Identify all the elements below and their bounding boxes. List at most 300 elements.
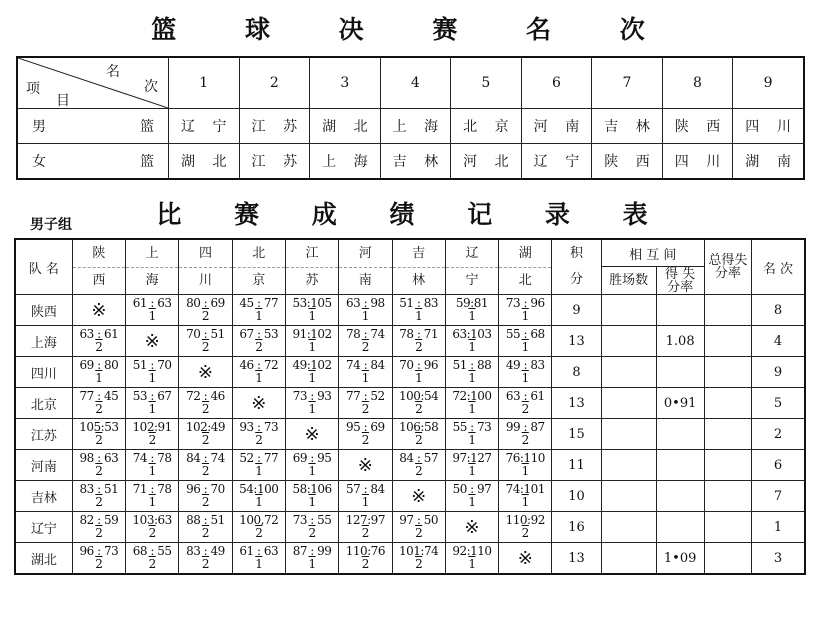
ranking-header-row: [17, 57, 804, 109]
match-points: 1: [255, 557, 263, 571]
row-points: 16: [552, 512, 601, 543]
match-points: 1: [308, 557, 316, 571]
match-score: [73, 390, 125, 416]
score-value: 45 : 77: [239, 296, 279, 310]
score-cell: [445, 450, 498, 481]
match-score: [286, 297, 338, 323]
self-match-mark: ※: [517, 547, 533, 569]
score-cell: [232, 543, 285, 575]
row-total-ratio: [704, 543, 751, 575]
score-cell: [499, 481, 552, 512]
match-score: [286, 359, 338, 385]
match-score: [446, 483, 498, 509]
row-rank: 8: [751, 295, 805, 326]
place-header: 9: [733, 57, 804, 109]
match-points: 1: [148, 309, 156, 323]
row-wins: [601, 388, 656, 419]
match-points: 1: [521, 371, 529, 385]
match-points: 2: [201, 495, 210, 509]
ranking-team-cell: [380, 144, 451, 180]
match-score: [446, 390, 498, 416]
match-points: 1: [308, 371, 316, 385]
row-total-ratio: [704, 512, 751, 543]
team-char: 宁: [565, 154, 580, 170]
opponent-header: [339, 239, 392, 295]
team-char: 京: [494, 119, 509, 135]
opponent-header: [285, 239, 338, 295]
row-ratio: 1.08: [656, 326, 704, 357]
match-score: [179, 421, 231, 447]
score-cell: [179, 512, 232, 543]
row-points: 13: [552, 326, 601, 357]
match-score: [393, 359, 445, 385]
score-value: 59:81: [455, 296, 488, 310]
score-cell: [445, 357, 498, 388]
self-match-mark: ※: [197, 361, 213, 383]
opponent-header-char: 上: [126, 241, 178, 268]
team-name: [381, 151, 451, 171]
opponent-header-char: 川: [198, 272, 212, 288]
row-team-name: 上海: [15, 326, 72, 357]
row-wins: [601, 450, 656, 481]
ranking-row-women: [17, 144, 804, 180]
score-cell: [499, 357, 552, 388]
wins-header: 胜场数: [601, 267, 656, 295]
place-header: 1: [169, 57, 240, 109]
team-char: 宁: [212, 119, 227, 135]
score-cell: [72, 543, 125, 575]
ranking-team-cell: [239, 109, 310, 144]
match-score: [393, 514, 445, 540]
score-cell: [499, 295, 552, 326]
match-points: 2: [415, 433, 423, 447]
score-cell: [72, 326, 125, 357]
match-points: 1: [415, 371, 423, 385]
score-value: 63 : 61: [505, 389, 545, 403]
score-cell: [339, 388, 392, 419]
match-points: 1: [468, 433, 476, 447]
match-score: [73, 359, 125, 385]
score-cell: [339, 419, 392, 450]
row-wins: [601, 419, 656, 450]
score-value: 51 : 70: [132, 358, 172, 372]
header-mu: 目: [56, 93, 70, 109]
score-value: 57 : 84: [345, 482, 385, 496]
match-points: 2: [95, 433, 103, 447]
score-cell: [499, 450, 552, 481]
row-ratio: [656, 481, 704, 512]
ratio-header: [656, 267, 704, 295]
record-row: [15, 388, 805, 419]
record-row: [15, 481, 805, 512]
score-cell: [499, 388, 552, 419]
match-points: 1: [255, 309, 263, 323]
score-value: 46 : 72: [239, 358, 279, 372]
team-name: [240, 151, 310, 171]
score-cell: [392, 543, 445, 575]
score-cell: [339, 357, 392, 388]
opponent-header-char: 京: [252, 272, 266, 288]
score-cell: [232, 388, 285, 419]
match-score: [179, 514, 231, 540]
score-value: 53 : 67: [132, 389, 172, 403]
score-cell: [179, 543, 232, 575]
points-header-char: 积: [570, 246, 584, 261]
points-header: [552, 239, 601, 295]
match-score: [339, 514, 391, 540]
score-cell: [339, 543, 392, 575]
match-points: 2: [361, 433, 369, 447]
match-score: [126, 545, 178, 571]
match-score: [233, 452, 285, 478]
match-score: [233, 545, 285, 571]
row-team-name: 吉林: [15, 481, 72, 512]
match-score: [179, 328, 231, 354]
row-total-ratio: [704, 326, 751, 357]
ranking-corner-header: [17, 57, 169, 109]
score-value: 68 : 55: [132, 544, 172, 558]
score-value: 77 : 45: [79, 389, 119, 403]
match-score: [233, 421, 285, 447]
score-value: 84 : 57: [399, 451, 438, 465]
row-ratio: [656, 419, 704, 450]
match-points: 1: [468, 495, 476, 509]
match-points: 1: [361, 495, 369, 509]
match-points: 1: [308, 464, 316, 478]
match-score: [339, 359, 391, 385]
match-points: 2: [255, 340, 263, 354]
score-value: 95 : 69: [345, 420, 385, 434]
team-name: [169, 116, 239, 136]
score-value: 51 : 83: [399, 296, 438, 310]
score-value: 83 : 49: [186, 544, 225, 558]
team-name: [663, 116, 733, 136]
match-points: 2: [415, 402, 423, 416]
match-score: [179, 452, 231, 478]
score-value: 71 : 78: [132, 482, 172, 496]
score-cell: [445, 388, 498, 419]
row-ratio: [656, 512, 704, 543]
match-points: 1: [521, 495, 529, 509]
row-rank: 9: [751, 357, 805, 388]
opponent-header: [499, 239, 552, 295]
score-cell: [179, 481, 232, 512]
team-char: 江: [251, 119, 266, 135]
team-char: 四: [674, 154, 689, 170]
opponent-header-char: 北: [518, 272, 532, 288]
score-cell: [285, 481, 338, 512]
self-match-mark: ※: [357, 454, 373, 476]
score-cell: [232, 481, 285, 512]
score-value: 102:91: [132, 420, 172, 434]
score-value: 83 : 51: [79, 482, 119, 496]
row-points: 15: [552, 419, 601, 450]
score-cell: [392, 419, 445, 450]
score-value: 72:100: [452, 389, 492, 403]
row-ratio: 1•09: [656, 543, 704, 575]
score-cell: [445, 295, 498, 326]
match-points: 1: [308, 309, 316, 323]
score-cell: [392, 357, 445, 388]
opponent-header: [126, 239, 179, 295]
score-value: 72 : 46: [186, 389, 225, 403]
match-points: 2: [521, 402, 529, 416]
score-cell: [126, 388, 179, 419]
ranking-team-cell: [451, 144, 522, 180]
score-value: 82 : 59: [79, 513, 119, 527]
match-points: 1: [308, 340, 316, 354]
team-char: 辽: [181, 119, 195, 135]
team-name: [522, 116, 592, 136]
ranking-team-cell: [380, 109, 451, 144]
ranking-team-cell: [239, 144, 310, 180]
row-team-name: 北京: [15, 388, 72, 419]
opponent-header: [445, 239, 498, 295]
score-value: 93 : 73: [239, 420, 279, 434]
score-cell: [285, 419, 338, 450]
score-cell: [232, 295, 285, 326]
row-rank: 4: [751, 326, 805, 357]
match-score: [499, 328, 551, 354]
team-name: [381, 116, 451, 136]
match-points: 2: [201, 309, 210, 323]
score-cell: [445, 326, 498, 357]
team-name: [733, 116, 803, 136]
team-name: [169, 151, 239, 171]
score-cell: [445, 543, 498, 575]
opponent-header-char: 湖: [499, 241, 551, 268]
record-row: [15, 326, 805, 357]
score-cell: [126, 295, 179, 326]
match-score: [393, 545, 445, 571]
opponent-header-char: 吉: [393, 241, 445, 268]
score-cell: [232, 419, 285, 450]
score-value: 97 : 50: [399, 513, 438, 527]
score-cell: [72, 295, 125, 326]
team-name: [733, 151, 803, 171]
match-score: [286, 545, 338, 571]
ranking-category-cell: [17, 109, 169, 144]
team-char: 林: [424, 154, 439, 170]
score-value: 88 : 51: [186, 513, 225, 527]
match-score: [446, 359, 498, 385]
score-cell: [339, 481, 392, 512]
score-cell: [72, 357, 125, 388]
self-match-mark: ※: [251, 392, 267, 414]
match-points: 2: [95, 464, 103, 478]
self-match-mark: ※: [411, 485, 427, 507]
self-match-mark: ※: [144, 330, 160, 352]
place-header: 6: [521, 57, 592, 109]
score-cell: [392, 295, 445, 326]
score-cell: [445, 512, 498, 543]
header-ci: 次: [144, 79, 158, 95]
match-score: [179, 390, 231, 416]
record-row: [15, 543, 805, 575]
match-score: [233, 514, 285, 540]
ranking-category: [18, 151, 168, 171]
match-points: 1: [148, 402, 156, 416]
opponent-header: [179, 239, 232, 295]
opponent-header-char: 北: [233, 241, 285, 268]
score-value: 103:63: [132, 513, 172, 527]
score-value: 110:76: [345, 544, 385, 558]
score-cell: [72, 512, 125, 543]
opponent-header-char: 林: [412, 272, 426, 288]
match-score: [393, 421, 445, 447]
total-ratio-header: [704, 239, 751, 295]
score-cell: [72, 450, 125, 481]
ranking-team-cell: [662, 144, 733, 180]
team-name: [240, 116, 310, 136]
match-points: 2: [308, 526, 316, 540]
match-score: [126, 421, 178, 447]
row-wins: [601, 481, 656, 512]
ratio-label: 分率: [667, 279, 694, 295]
team-name: [451, 116, 521, 136]
points-header-char: 分: [570, 272, 584, 287]
score-cell: [126, 419, 179, 450]
place-header: 2: [239, 57, 310, 109]
score-value: 70 : 51: [186, 327, 225, 341]
row-wins: [601, 326, 656, 357]
score-value: 49 : 83: [505, 358, 545, 372]
match-score: [446, 452, 498, 478]
score-value: 80 : 69: [186, 296, 225, 310]
match-score: [126, 297, 178, 323]
match-score: [499, 359, 551, 385]
match-points: 1: [255, 495, 263, 509]
match-points: 2: [95, 526, 103, 540]
score-value: 63 : 61: [79, 327, 119, 341]
score-cell: [392, 326, 445, 357]
record-table: [14, 238, 806, 575]
row-team-name: 湖北: [15, 543, 72, 575]
match-score: [179, 483, 231, 509]
match-score: [233, 483, 285, 509]
row-rank: 1: [751, 512, 805, 543]
match-score: [446, 297, 498, 323]
record-row: [15, 512, 805, 543]
opponent-header: [72, 239, 125, 295]
score-cell: [72, 388, 125, 419]
row-rank: 7: [751, 481, 805, 512]
match-points: 1: [308, 402, 316, 416]
score-value: 73 : 55: [292, 513, 332, 527]
match-points: 1: [361, 309, 369, 323]
match-score: [446, 545, 498, 571]
ranking-team-cell: [733, 144, 804, 180]
score-cell: [392, 388, 445, 419]
row-team-name: 辽宁: [15, 512, 72, 543]
team-char: 吉: [392, 154, 407, 170]
match-points: 2: [201, 526, 210, 540]
match-score: [233, 328, 285, 354]
match-points: 1: [468, 402, 476, 416]
team-char: 北: [212, 154, 227, 170]
match-score: [393, 390, 445, 416]
row-wins: [601, 543, 656, 575]
score-cell: [285, 326, 338, 357]
match-points: 1: [255, 464, 263, 478]
score-cell: [339, 326, 392, 357]
score-value: 99 : 87: [505, 420, 545, 434]
match-points: 2: [201, 340, 210, 354]
opponent-header: [232, 239, 285, 295]
score-cell: [499, 512, 552, 543]
opponent-header-char: 南: [358, 272, 372, 288]
match-score: [126, 514, 178, 540]
match-points: 2: [255, 433, 263, 447]
score-value: 78 : 74: [345, 327, 385, 341]
record-row: [15, 357, 805, 388]
match-score: [126, 359, 178, 385]
group-label: 男子组: [30, 217, 72, 233]
team-char: 北: [353, 119, 368, 135]
team-char: 河: [463, 154, 478, 170]
row-ratio: 0•91: [656, 388, 704, 419]
score-cell: [179, 388, 232, 419]
team-name: [592, 116, 662, 136]
match-points: 2: [95, 557, 103, 571]
team-char: 四: [745, 119, 760, 135]
ranking-team-cell: [310, 109, 381, 144]
match-points: 2: [415, 464, 423, 478]
score-cell: [232, 512, 285, 543]
score-cell: [499, 543, 552, 575]
team-char: 苏: [283, 154, 298, 170]
match-score: [73, 421, 125, 447]
score-value: 78 : 71: [399, 327, 438, 341]
team-char: 辽: [533, 154, 548, 170]
match-points: 2: [255, 526, 263, 540]
score-value: 63:103: [452, 327, 492, 341]
match-score: [286, 514, 338, 540]
ranking-team-cell: [521, 144, 592, 180]
score-value: 92:110: [452, 544, 492, 558]
match-points: 2: [148, 433, 156, 447]
team-char: 陕: [674, 119, 689, 135]
match-score: [179, 545, 231, 571]
score-cell: [126, 481, 179, 512]
score-cell: [72, 419, 125, 450]
score-value: 67 : 53: [239, 327, 279, 341]
header-ming: 名: [106, 64, 120, 80]
team-char: 川: [706, 154, 721, 170]
match-score: [499, 514, 551, 540]
match-score: [339, 328, 391, 354]
score-cell: [499, 326, 552, 357]
score-cell: [392, 481, 445, 512]
row-points: 11: [552, 450, 601, 481]
match-score: [286, 390, 338, 416]
place-header: 4: [380, 57, 451, 109]
match-score: [339, 545, 391, 571]
sport-label: 篮: [140, 119, 154, 135]
score-cell: [126, 357, 179, 388]
team-name: [522, 151, 592, 171]
opponent-header: [392, 239, 445, 295]
match-score: [339, 483, 391, 509]
match-score: [339, 421, 391, 447]
score-cell: [445, 481, 498, 512]
score-value: 52 : 77: [239, 451, 279, 465]
match-score: [393, 297, 445, 323]
match-points: 1: [255, 371, 263, 385]
opponent-header-char: 宁: [465, 272, 479, 288]
score-cell: [179, 450, 232, 481]
ranking-category: [18, 116, 168, 136]
